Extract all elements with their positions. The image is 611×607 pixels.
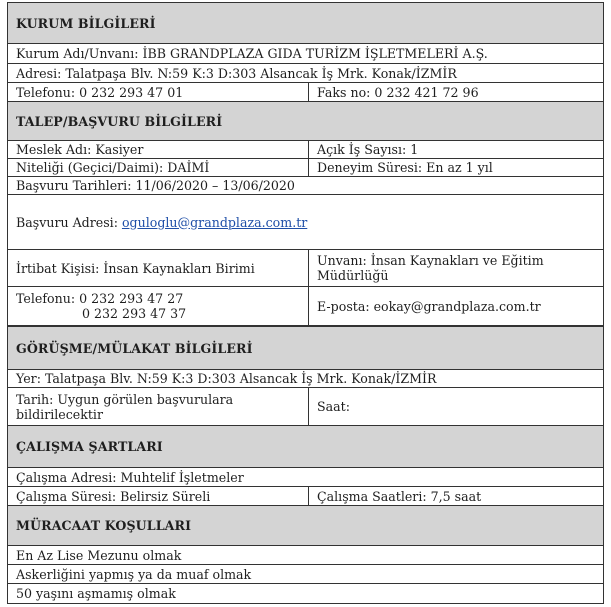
calisma-sartlari-table: [7, 425, 604, 506]
calisma-saatleri: Çalışma Saatleri: 7,5 saat: [309, 487, 604, 506]
kurum-bilgileri-table: [7, 2, 604, 102]
telefon-1: Telefonu: 0 232 293 47 27: [16, 291, 184, 306]
telefon-2: 0 232 293 47 37: [82, 306, 187, 321]
basvuru-adresi: [8, 195, 604, 250]
gorusme-bilgileri-table: [7, 326, 604, 426]
niteligi: Niteliği (Geçici/Daimi): DAİMİ: [8, 159, 309, 177]
basvuru-email-link[interactable]: oguloglu@grandplaza.com.tr: [121, 214, 308, 230]
irtibat-telefonu: [8, 287, 309, 326]
kurum-phone: Telefonu: 0 232 293 47 01: [8, 83, 309, 102]
irtibat-eposta: E-posta: eokay@grandplaza.com.tr: [309, 287, 604, 326]
unvani: Unvanı: İnsan Kaynakları ve Eğitim Müdürlüğü: [309, 250, 604, 287]
talep-bilgileri-table: [7, 101, 604, 326]
kurum-name: Kurum Adı/Unvanı: İBB GRANDPLAZA GIDA TURİZM İŞLETMELERİ A.Ş.: [8, 44, 604, 64]
kosul-item: En Az Lise Mezunu olmak: [8, 546, 604, 565]
gorusme-saat: Saat:: [309, 388, 604, 426]
basvuru-tarihleri: Başvuru Tarihleri: 11/06/2020 – 13/06/2020: [8, 177, 604, 195]
gorusme-tarih: Tarih: Uygun görülen başvurulara bildirilecektir: [8, 388, 309, 426]
kurum-fax: Faks no: 0 232 421 72 96: [309, 83, 604, 102]
calisma-sartlari-header: ÇALIŞMA ŞARTLARI: [8, 426, 604, 468]
basvuru-adresi-label: Başvuru Adresi:: [16, 214, 122, 230]
deneyim-suresi: Deneyim Süresi: En az 1 yıl: [309, 159, 604, 177]
kurum-bilgileri-header: KURUM BİLGİLERİ: [8, 3, 604, 44]
gorusme-bilgileri-header: GÖRÜŞME/MÜLAKAT BİLGİLERİ: [8, 327, 604, 370]
muracaat-kosullari-header: MÜRACAAT KOŞULLARI: [8, 506, 604, 546]
kurum-address: Adresi: Talatpaşa Blv. N:59 K:3 D:303 Alsancak İş Mrk. Konak/İZMİR: [8, 64, 604, 83]
kosul-item: Askerliğini yapmış ya da muaf olmak: [8, 565, 604, 584]
muracaat-kosullari-table: [7, 505, 604, 604]
acik-is-sayisi: Açık İş Sayısı: 1: [309, 141, 604, 159]
talep-bilgileri-header: TALEP/BAŞVURU BİLGİLERİ: [8, 102, 604, 141]
meslek-adi: Meslek Adı: Kasiyer: [8, 141, 309, 159]
kosul-item: 50 yaşını aşmamış olmak: [8, 584, 604, 604]
irtibat-kisisi: İrtibat Kişisi: İnsan Kaynakları Birimi: [8, 250, 309, 287]
calisma-adresi: Çalışma Adresi: Muhtelif İşletmeler: [8, 468, 604, 487]
calisma-suresi: Çalışma Süresi: Belirsiz Süreli: [8, 487, 309, 506]
gorusme-yer: Yer: Talatpaşa Blv. N:59 K:3 D:303 Alsancak İş Mrk. Konak/İZMİR: [8, 370, 604, 388]
